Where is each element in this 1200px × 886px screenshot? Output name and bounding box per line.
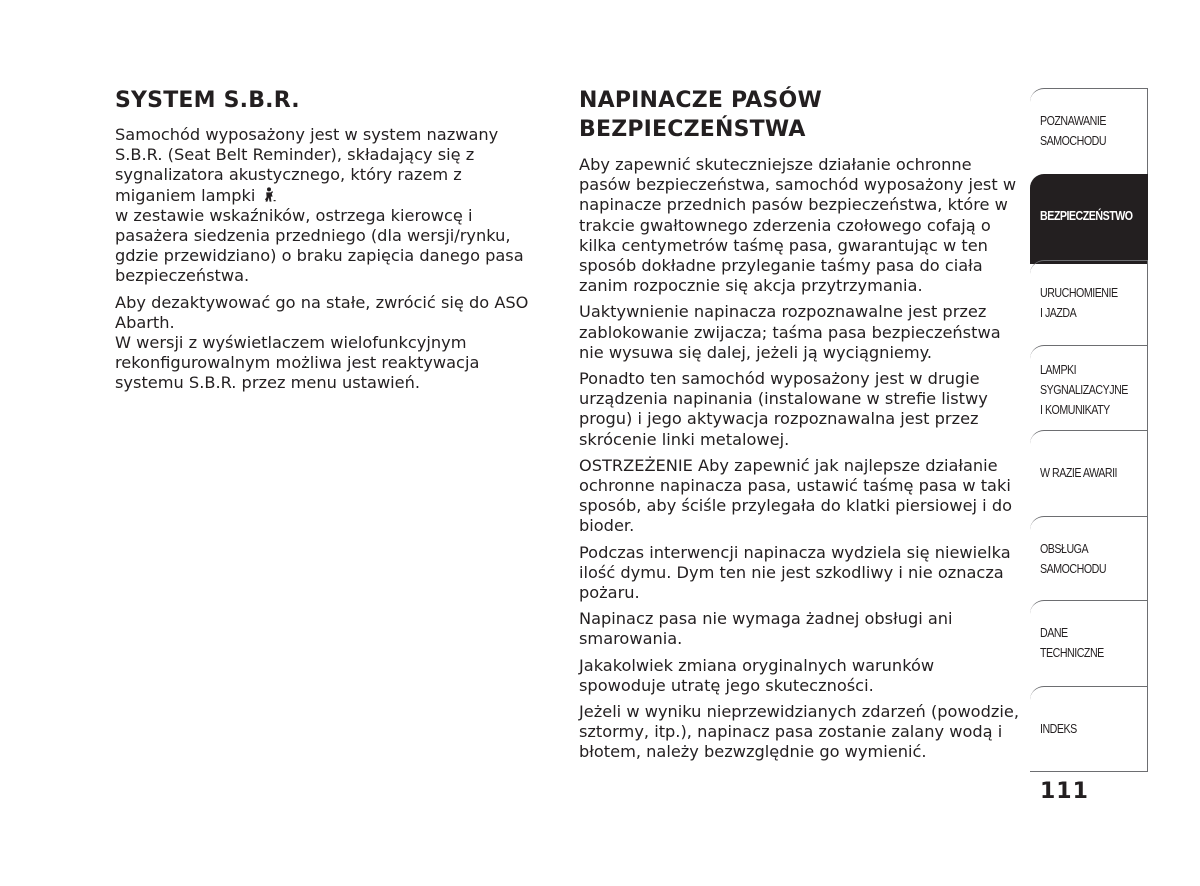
- section-title-line-1: NAPINACZE PASÓW: [579, 88, 822, 113]
- tab-label: SAMOCHODU: [1040, 561, 1107, 576]
- sbr-paragraph-1-start: Samochód wyposażony jest w system nazwany S.B.R. (Seat Belt Reminder), składający się z sygnalizatora akustycznego, który razem z miganiem lampki: [115, 125, 499, 205]
- section-title-line-2: BEZPIECZEŃSTWA: [579, 117, 806, 142]
- seatbelt-warning-icon: [263, 187, 276, 203]
- sbr-paragraph-2: Aby dezaktywować go na stałe, zwrócić się do ASO Abarth.: [115, 292, 529, 332]
- sbr-paragraph-3: W wersji z wyświetlaczem wielofunkcyjnym rekonfigurowalnym możliwa jest reaktywacja systemu S.B.R. przez menu ustawień.: [115, 333, 480, 393]
- tab-label: I KOMUNIKATY: [1040, 402, 1110, 417]
- tab-poznawanie-samochodu[interactable]: [1030, 88, 1148, 182]
- pretensioner-paragraph: Aby zapewnić skuteczniejsze działanie ochronne pasów bezpieczeństwa, samochód wyposażony jest w napinacze przednich pasów bezpieczeństwa, które w trakcie gwałtownego zderzenia czołowego cofają o kilka centymetrów taśmę pasa, gwarantując w ten sposób dokładne przyleganie taśmy pasa do ciała zanim rozpocznie się akcja przytrzymania.: [579, 155, 1017, 296]
- tab-label: DANE: [1040, 625, 1068, 640]
- tab-w-razie-awarii[interactable]: [1030, 430, 1148, 520]
- tab-label: TECHNICZNE: [1040, 645, 1104, 660]
- right-column: [579, 86, 1021, 769]
- page-number: 111: [1040, 779, 1089, 804]
- pretensioner-paragraph: Jeżeli w wyniku nieprzewidzianych zdarzeń (powodzie, sztormy, itp.), napinacz pasa zostanie zalany wodą i błotem, należy bezwzględnie go wymienić.: [579, 702, 1019, 762]
- pretensioner-paragraph: Napinacz pasa nie wymaga żadnej obsługi ani smarowania.: [579, 609, 953, 649]
- tab-bezpieczenstwo[interactable]: [1030, 174, 1148, 264]
- section-title-pretensioners: [579, 86, 1021, 144]
- pretensioner-paragraph: Jakakolwiek zmiana oryginalnych warunków spowoduje utratę jego skuteczności.: [579, 655, 935, 695]
- tab-label: URUCHOMIENIE: [1040, 285, 1118, 300]
- tab-label: W RAZIE AWARII: [1040, 465, 1118, 480]
- pretensioner-paragraph: Podczas interwencji napinacza wydziela się niewielka ilość dymu. Dym ten nie jest szkodliwy i nie oznacza pożaru.: [579, 542, 1011, 603]
- sbr-paragraph-1-end: w zestawie wskaźników, ostrzega kierowcę i pasażera siedzenia przedniego (dla wersji/rynku, gdzie przewidziano) o braku zapięcia danego pasa bezpieczeństwa.: [115, 205, 524, 286]
- sbr-paragraph-1: [115, 125, 535, 287]
- tab-indeks[interactable]: [1030, 686, 1148, 772]
- tab-label: LAMPKI: [1040, 362, 1077, 377]
- tab-lampki-sygnalizacyjne[interactable]: [1030, 345, 1148, 435]
- tab-label: SAMOCHODU: [1040, 133, 1107, 148]
- tab-dane-techniczne[interactable]: [1030, 600, 1148, 690]
- tab-label: I JAZDA: [1040, 305, 1077, 320]
- chapter-tabs: [1030, 88, 1149, 772]
- pretensioner-warning-paragraph: OSTRZEŻENIE Aby zapewnić jak najlepsze działanie ochronne napinacza pasa, ustawić taśmę pasa w taki sposób, aby ściśle przylegała do klatki piersiowej i do bioder.: [579, 455, 1012, 536]
- section-title-sbr: SYSTEM S.B.R.: [115, 88, 300, 113]
- tab-label: OBSŁUGA: [1040, 541, 1089, 556]
- tab-label: POZNAWANIE: [1040, 113, 1106, 128]
- tab-label: BEZPIECZEŃSTWO: [1040, 208, 1133, 223]
- pretensioner-paragraph: Ponadto ten samochód wyposażony jest w drugie urządzenia napinania (instalowane w strefie listwy progu) i jego aktywacja rozpoznawalna jest przez skrócenie linki metalowej.: [579, 369, 988, 449]
- left-column: [115, 86, 535, 400]
- pretensioner-paragraph: Uaktywnienie napinacza rozpoznawalne jest przez zablokowanie zwijacza; taśma pasa bezpieczeństwa nie wysuwa się dalej, jeżeli ją wyciągniemy.: [579, 302, 1001, 362]
- tab-label: INDEKS: [1040, 721, 1077, 736]
- tab-label: SYGNALIZACYJNE: [1040, 382, 1128, 397]
- tab-obsluga-samochodu[interactable]: [1030, 516, 1148, 606]
- tab-uruchomienie-i-jazda[interactable]: [1030, 260, 1148, 350]
